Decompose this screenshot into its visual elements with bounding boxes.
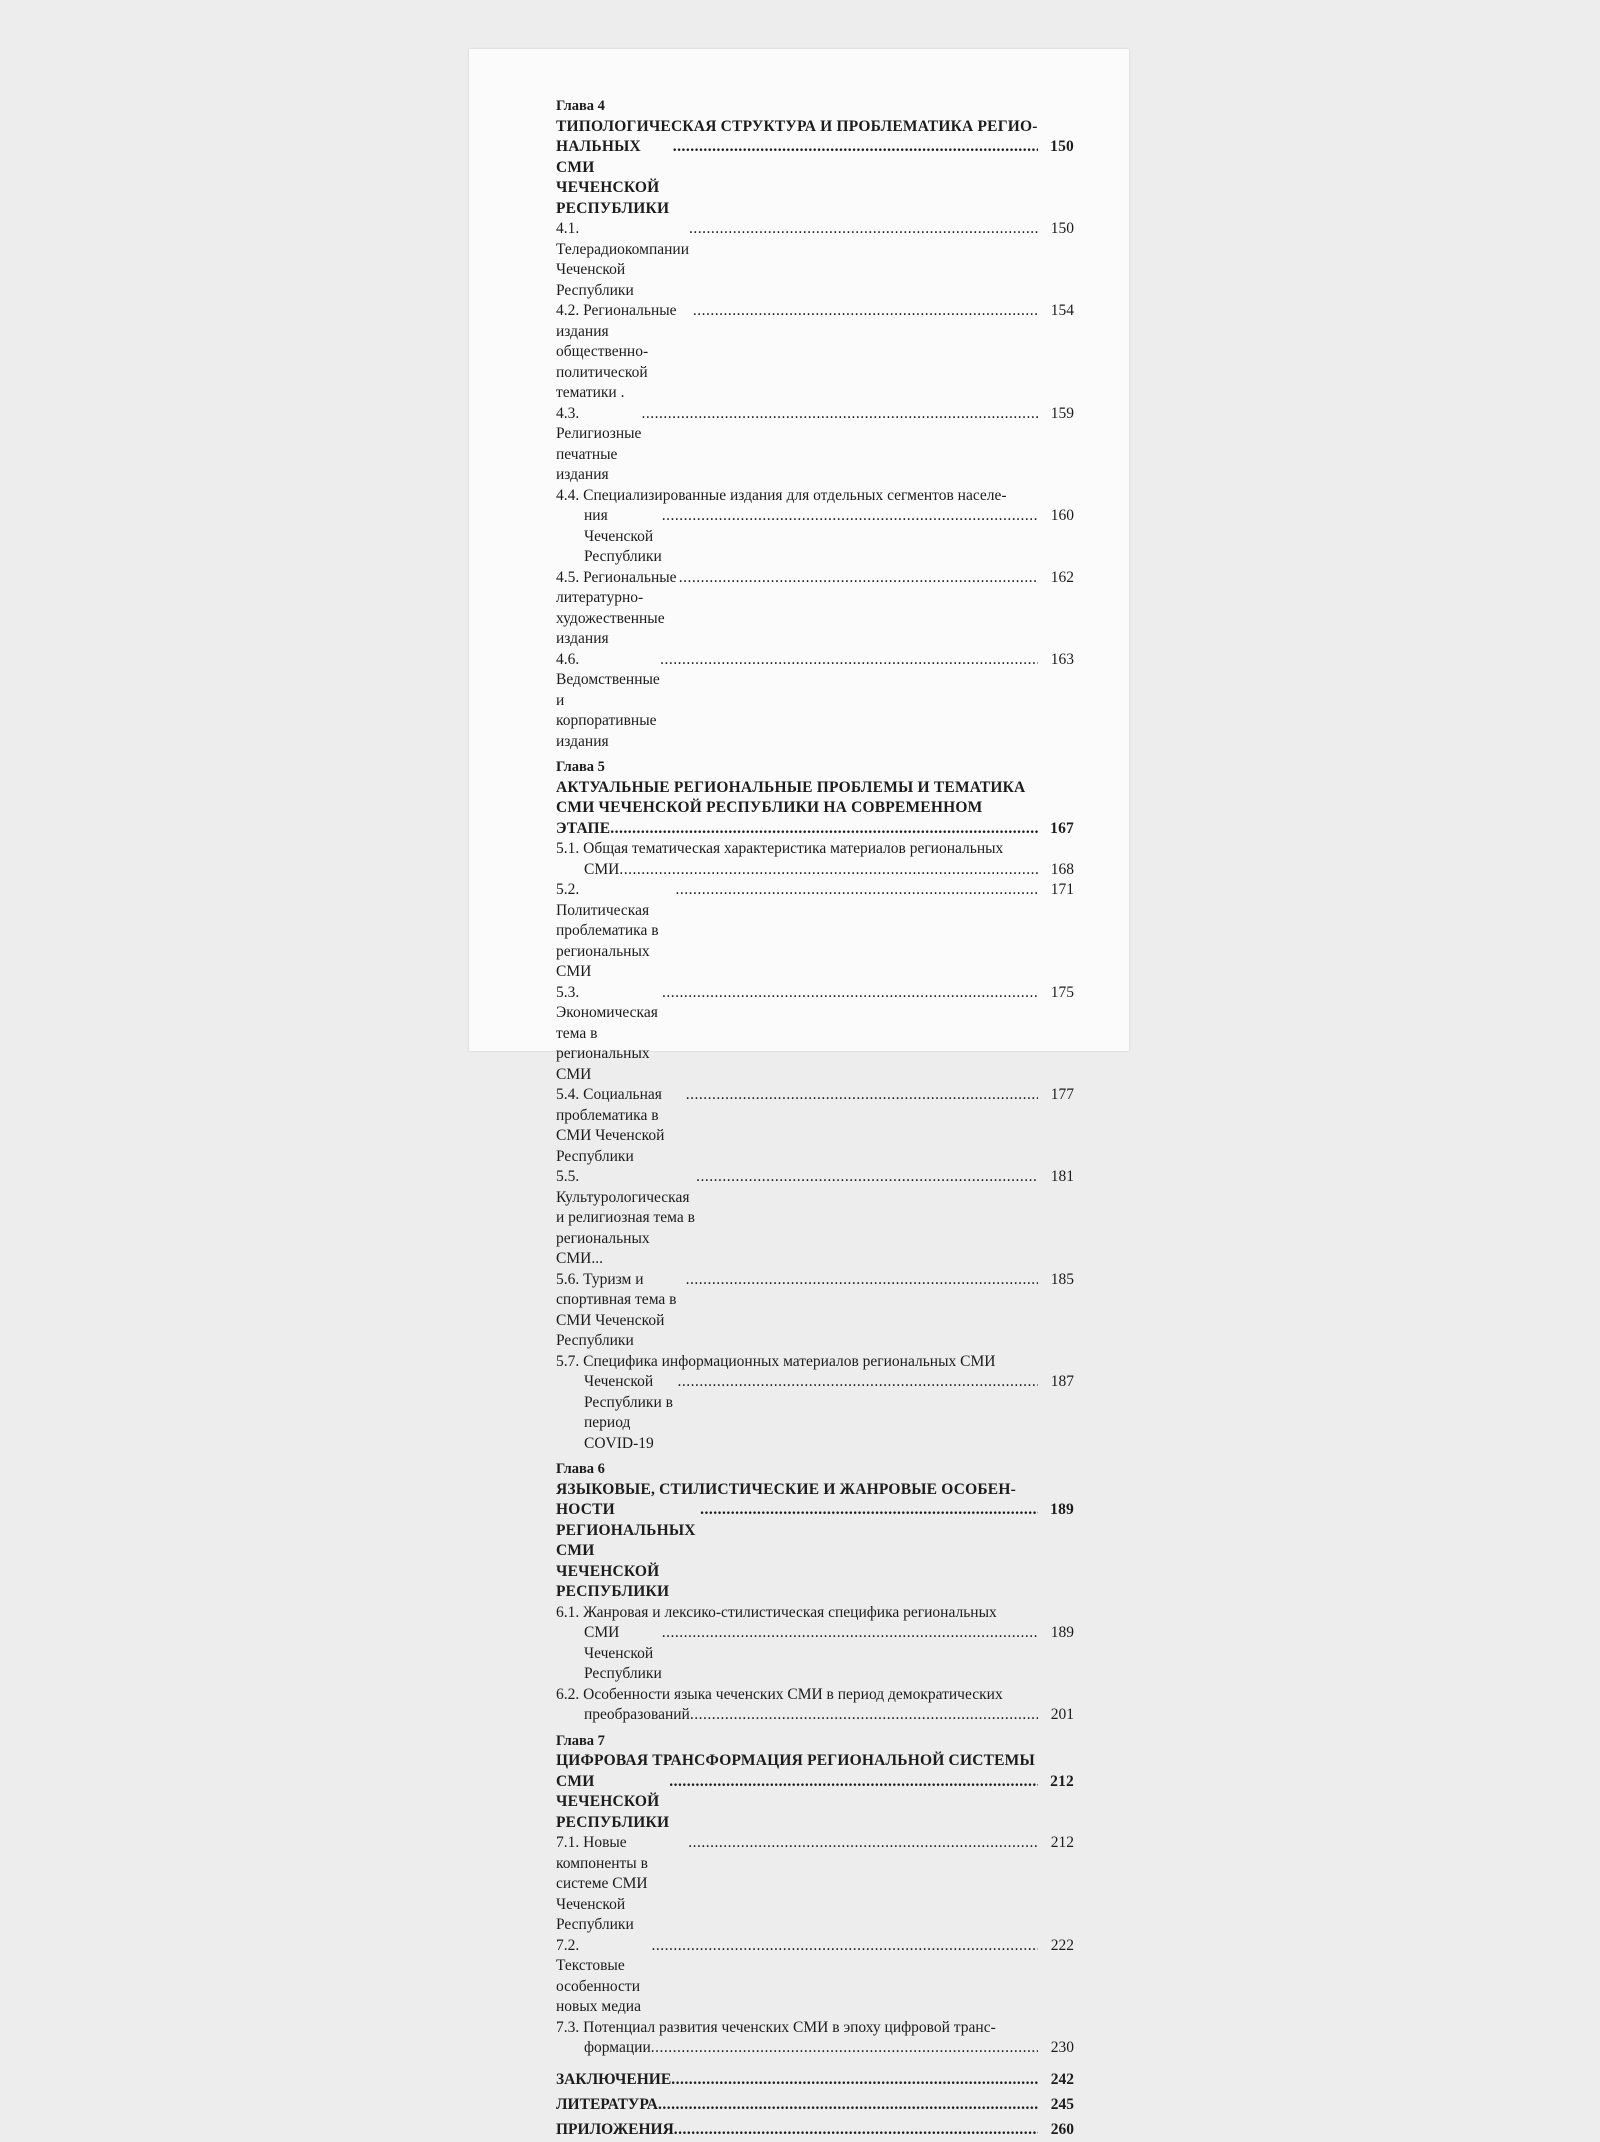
toc-line-text: 7.1. Новые компоненты в системе СМИ Чеченской Республики <box>556 1834 648 1933</box>
toc-line <box>556 860 1074 881</box>
page-number: 154 <box>1050 302 1074 319</box>
chapter-label: Глава 6 <box>556 1461 605 1477</box>
page-number: 171 <box>1050 881 1074 898</box>
toc-line <box>556 506 1074 568</box>
toc-line-text: АКТУАЛЬНЫЕ РЕГИОНАЛЬНЫЕ ПРОБЛЕМЫ И ТЕМАТИКА <box>556 778 1026 796</box>
section-entry <box>556 219 1074 301</box>
book-page <box>469 49 1129 2138</box>
toc-line-text: НОСТИ РЕГИОНАЛЬНЫХ СМИ ЧЕЧЕНСКОЙ РЕСПУБЛИКИ <box>556 1501 696 1600</box>
dot-leader <box>673 137 1038 158</box>
page-number: 185 <box>1050 1270 1074 1288</box>
chapter-label: Глава 5 <box>556 759 605 775</box>
toc-line-text: 4.2. Региональные издания общественно-политической тематики . <box>556 302 677 401</box>
section-entry <box>556 1352 1074 1455</box>
dot-leader <box>690 1705 1038 1726</box>
toc-line <box>556 1085 1074 1167</box>
toc-line-text: СМИ ЧЕЧЕНСКОЙ РЕСПУБЛИКИ <box>556 1772 670 1831</box>
dot-leader <box>660 650 1038 671</box>
dot-leader <box>679 568 1038 589</box>
toc-line-text: 7.2. Текстовые особенности новых медиа <box>556 1936 641 2015</box>
toc-line-text: 4.5. Региональные литературно-художественные издания <box>556 568 677 647</box>
section-entry <box>556 1167 1074 1270</box>
section-entry <box>556 1270 1074 1352</box>
toc-line <box>556 1685 1074 1706</box>
dot-leader <box>678 1372 1039 1393</box>
toc-line-text: 6.1. Жанровая и лексико-стилистическая специфика региональных <box>556 1603 997 1621</box>
toc-line-text: Чеченской Республики в период COVID-19 <box>584 1373 673 1452</box>
dot-leader <box>696 1167 1038 1188</box>
chapter-title <box>556 1751 1074 1833</box>
toc-line-text: 4.1. Телерадиокомпании Чеченской Республики <box>556 220 689 299</box>
toc-line-text: 5.3. Экономическая тема в региональных СМИ <box>556 983 658 1083</box>
toc-line-text: ния Чеченской Республики <box>584 507 662 565</box>
page-number: 187 <box>1050 1373 1074 1390</box>
dot-leader <box>689 219 1038 240</box>
page-number: 260 <box>1050 2120 1074 2138</box>
toc-line-text: НАЛЬНЫХ СМИ ЧЕЧЕНСКОЙ РЕСПУБЛИКИ <box>556 138 670 217</box>
toc-line <box>556 117 1074 138</box>
section-entry <box>556 1085 1074 1167</box>
toc-line <box>556 2092 1074 2117</box>
toc-line <box>556 2038 1074 2059</box>
page-number: 201 <box>1050 1706 1074 1723</box>
toc-line-text: ЦИФРОВАЯ ТРАНСФОРМАЦИЯ РЕГИОНАЛЬНОЙ СИСТЕМЫ <box>556 1752 1035 1769</box>
toc-line <box>556 1352 1074 1373</box>
dot-leader <box>658 2092 1038 2117</box>
page-number: 189 <box>1050 1501 1074 1518</box>
section-entry <box>556 839 1074 880</box>
chapter-title <box>556 117 1074 220</box>
dot-leader <box>619 860 1038 881</box>
page-number: 222 <box>1050 1936 1074 1954</box>
page-number: 212 <box>1050 1772 1074 1790</box>
toc-line <box>556 1751 1074 1772</box>
toc-line-text: 4.3. Религиозные печатные издания <box>556 404 642 483</box>
toc-line <box>556 819 1074 840</box>
dot-leader <box>674 2117 1038 2142</box>
section-entry <box>556 568 1074 650</box>
toc-line-text: ЭТАПЕ <box>556 819 611 837</box>
section-entry <box>556 1833 1074 1936</box>
toc-line <box>556 1833 1074 1936</box>
chapter-block <box>556 757 1074 1454</box>
toc-line <box>556 983 1074 1086</box>
toc-line-text: ЛИТЕРАТУРА <box>556 2095 658 2113</box>
dot-leader <box>651 2038 1038 2059</box>
page-number: 160 <box>1050 507 1074 524</box>
toc-line <box>556 404 1074 486</box>
toc-line <box>556 798 1074 819</box>
section-entry <box>556 486 1074 568</box>
dot-leader <box>669 1772 1038 1793</box>
toc-line-text: 7.3. Потенциал развития чеченских СМИ в эпоху цифровой транс- <box>556 2018 996 2036</box>
dot-leader <box>675 880 1038 901</box>
toc-line-text: 5.1. Общая тематическая характеристика материалов региональных <box>556 840 1004 857</box>
section-entry <box>556 404 1074 486</box>
section-entry <box>556 1603 1074 1685</box>
page-number: 242 <box>1050 2070 1074 2088</box>
chapter-title <box>556 778 1074 840</box>
toc-line <box>556 1705 1074 1726</box>
dot-leader <box>641 404 1038 425</box>
section-entry <box>556 301 1074 404</box>
toc-line-text: 4.6. Ведомственные и корпоративные издания <box>556 650 660 750</box>
toc-line <box>556 650 1074 753</box>
chapter-label: Глава 7 <box>556 1732 605 1749</box>
page-number: 245 <box>1050 2095 1074 2113</box>
toc-line <box>556 568 1074 650</box>
toc-line-text: СМИ <box>584 860 620 878</box>
dot-leader <box>688 1833 1038 1854</box>
toc-line-text: ЯЗЫКОВЫЕ, СТИЛИСТИЧЕСКИЕ И ЖАНРОВЫЕ ОСОБЕН- <box>556 1480 1016 1498</box>
toc-line-text: формации <box>584 2039 651 2056</box>
dot-leader <box>652 1936 1038 1957</box>
toc-line <box>556 137 1074 219</box>
dot-leader <box>662 506 1038 527</box>
toc-line <box>556 2067 1074 2092</box>
dot-leader <box>662 983 1038 1004</box>
page-number: 177 <box>1050 1086 1074 1103</box>
dot-leader <box>671 2067 1038 2092</box>
chapter-title <box>556 1480 1074 1603</box>
dot-leader <box>686 1085 1038 1106</box>
page-number: 189 <box>1050 1624 1074 1641</box>
toc-line <box>556 839 1074 860</box>
page-number: 181 <box>1050 1168 1074 1185</box>
back-matter <box>556 2067 1074 2142</box>
toc-line <box>556 1500 1074 1603</box>
toc-line <box>556 301 1074 404</box>
chapter-block <box>556 1731 1074 2059</box>
dot-leader <box>610 819 1038 840</box>
section-entry <box>556 2018 1074 2059</box>
toc-line-text: 5.5. Культурологическая и религиозная тема в региональных СМИ... <box>556 1168 695 1267</box>
toc-line-text: 4.4. Специализированные издания для отдельных сегментов населе- <box>556 486 1007 504</box>
toc-line <box>556 2018 1074 2039</box>
dot-leader <box>686 1270 1038 1291</box>
toc-line-text: ТИПОЛОГИЧЕСКАЯ СТРУКТУРА И ПРОБЛЕМАТИКА РЕГИО- <box>556 117 1038 135</box>
dot-leader <box>700 1500 1038 1521</box>
page-number: 212 <box>1050 1834 1074 1851</box>
toc-line-text: 5.6. Туризм и спортивная тема в СМИ Чеченской Республики <box>556 1270 677 1349</box>
page-number: 162 <box>1050 568 1074 586</box>
dot-leader <box>693 301 1038 322</box>
page-number: 168 <box>1050 860 1074 878</box>
toc-line-text: 5.2. Политическая проблематика в региональных СМИ <box>556 881 659 980</box>
toc-line <box>556 1603 1074 1624</box>
chapter-block <box>556 1459 1074 1726</box>
toc-line <box>556 219 1074 301</box>
section-entry <box>556 880 1074 983</box>
toc-line <box>556 1167 1074 1270</box>
toc-line <box>556 1270 1074 1352</box>
toc-line <box>556 880 1074 983</box>
toc-line-text: ПРИЛОЖЕНИЯ <box>556 2120 674 2138</box>
section-entry <box>556 1685 1074 1726</box>
toc-line-text: преобразований <box>584 1706 690 1723</box>
toc-line <box>556 1936 1074 2018</box>
toc-line <box>556 778 1074 799</box>
page-number: 175 <box>1050 983 1074 1001</box>
toc-line-text: 6.2. Особенности языка чеченских СМИ в период демократических <box>556 1685 1003 1703</box>
toc-line-text: ЗАКЛЮЧЕНИЕ <box>556 2070 672 2088</box>
toc-line <box>556 1772 1074 1834</box>
section-entry <box>556 650 1074 753</box>
page-number: 150 <box>1050 220 1074 237</box>
toc-line-text: 5.7. Специфика информационных материалов региональных СМИ <box>556 1352 996 1370</box>
toc-line <box>556 1623 1074 1685</box>
toc-line-text: СМИ ЧЕЧЕНСКОЙ РЕСПУБЛИКИ НА СОВРЕМЕННОМ <box>556 799 983 816</box>
page-number: 167 <box>1050 819 1074 837</box>
page-number: 159 <box>1050 404 1074 422</box>
toc-line-text: 5.4. Социальная проблематика в СМИ Чеченской Республики <box>556 1086 665 1165</box>
page-number: 150 <box>1050 138 1074 155</box>
toc-line <box>556 1372 1074 1454</box>
page-number: 163 <box>1050 650 1074 668</box>
dot-leader <box>662 1623 1038 1644</box>
toc-line <box>556 1480 1074 1501</box>
toc-line <box>556 486 1074 507</box>
section-entry <box>556 983 1074 1086</box>
toc-line <box>556 2117 1074 2142</box>
section-entry <box>556 1936 1074 2018</box>
page-number: 230 <box>1050 2039 1074 2056</box>
table-of-contents <box>556 96 1074 2142</box>
toc-line-text: СМИ Чеченской Республики <box>584 1624 662 1682</box>
chapter-block <box>556 96 1074 752</box>
chapter-label: Глава 4 <box>556 98 605 114</box>
